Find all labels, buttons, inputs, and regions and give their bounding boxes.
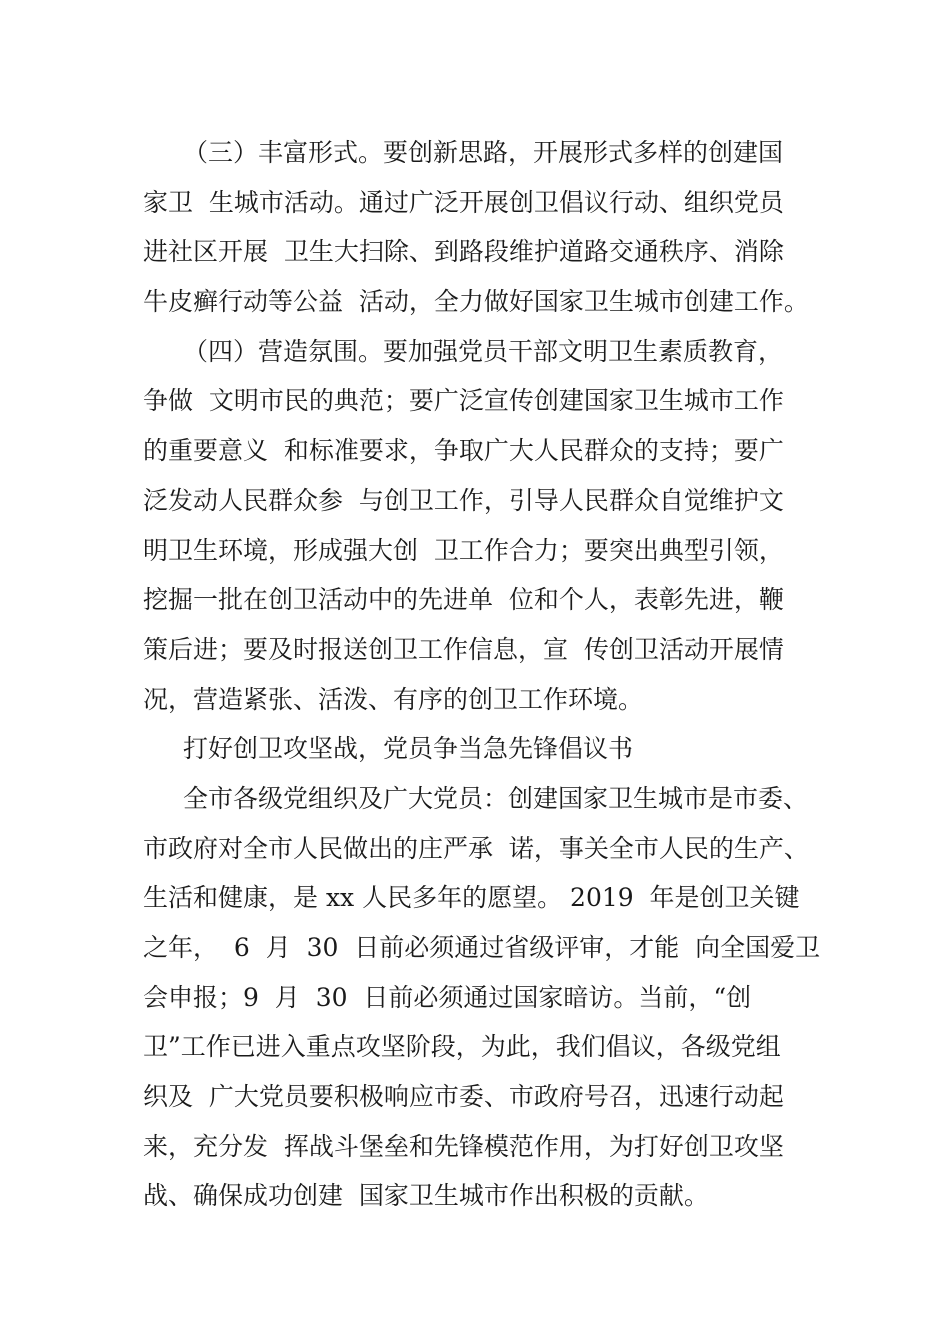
paragraph-4-line-4: 泛发动人民群众参 与创卫工作，引导人民群众自觉维护文 bbox=[143, 485, 784, 515]
document-body bbox=[143, 128, 843, 1221]
paragraph-3-line-1: （三）丰富形式。要创新思路，开展形式多样的创建国 bbox=[183, 138, 784, 167]
proposal-line-5: 会申报；9 月 30 日前必须通过国家暗访。当前，“创 bbox=[143, 982, 752, 1012]
paragraph-4-line-3: 的重要意义 和标准要求，争取广大人民群众的支持；要广 bbox=[143, 436, 784, 466]
proposal-line-7: 织及 广大党员要积极响应市委、市政府号召，迅速行动起 bbox=[143, 1082, 784, 1112]
paragraph-4-line-6: 挖掘一批在创卫活动中的先进单 位和个人，表彰先进，鞭 bbox=[143, 585, 784, 615]
proposal-line-6: 卫”工作已进入重点攻坚阶段，为此，我们倡议，各级党组 bbox=[143, 1032, 781, 1062]
proposal-line-8: 来，充分发 挥战斗堡垒和先锋模范作用，为打好创卫攻坚 bbox=[143, 1131, 784, 1161]
paragraph-4-line-1: （四）营造氛围。要加强党员干部文明卫生素质教育， bbox=[183, 336, 784, 366]
proposal-line-2: 市政府对全市人民做出的庄严承 诺，事关全市人民的生产、 bbox=[143, 833, 809, 863]
paragraph-4-line-2: 争做 文明市民的典范；要广泛宣传创建国家卫生城市工作 bbox=[143, 386, 784, 416]
proposal-line-4: 之年， 6 月 30 日前必须通过省级评审，才能 向全国爱卫 bbox=[143, 933, 821, 962]
paragraph-4-line-8: 况，营造紧张、活泼、有序的创卫工作环境。 bbox=[143, 684, 644, 714]
proposal-line-3: 生活和健康，是 xx 人民多年的愿望。 2019 年是创卫关键 bbox=[143, 883, 800, 913]
paragraph-3-line-4: 牛皮癣行动等公益 活动，全力做好国家卫生城市创建工作。 bbox=[143, 287, 809, 317]
proposal-title: 打好创卫攻坚战，党员争当急先锋倡议书 bbox=[183, 734, 634, 764]
paragraph-3-line-3: 进社区开展 卫生大扫除、到路段维护道路交通秩序、消除 bbox=[143, 237, 784, 267]
paragraph-4-line-5: 明卫生环境，形成强大创 卫工作合力；要突出典型引领， bbox=[143, 535, 784, 565]
proposal-line-1: 全市各级党组织及广大党员：创建国家卫生城市是市委、 bbox=[183, 783, 809, 813]
proposal-line-9: 战、确保成功创建 国家卫生城市作出积极的贡献。 bbox=[143, 1181, 709, 1211]
paragraph-3-line-2: 家卫 生城市活动。通过广泛开展创卫倡议行动、组织党员 bbox=[143, 187, 784, 217]
paragraph-4-line-7: 策后进；要及时报送创卫工作信息，宣 传创卫活动开展情 bbox=[143, 634, 784, 664]
